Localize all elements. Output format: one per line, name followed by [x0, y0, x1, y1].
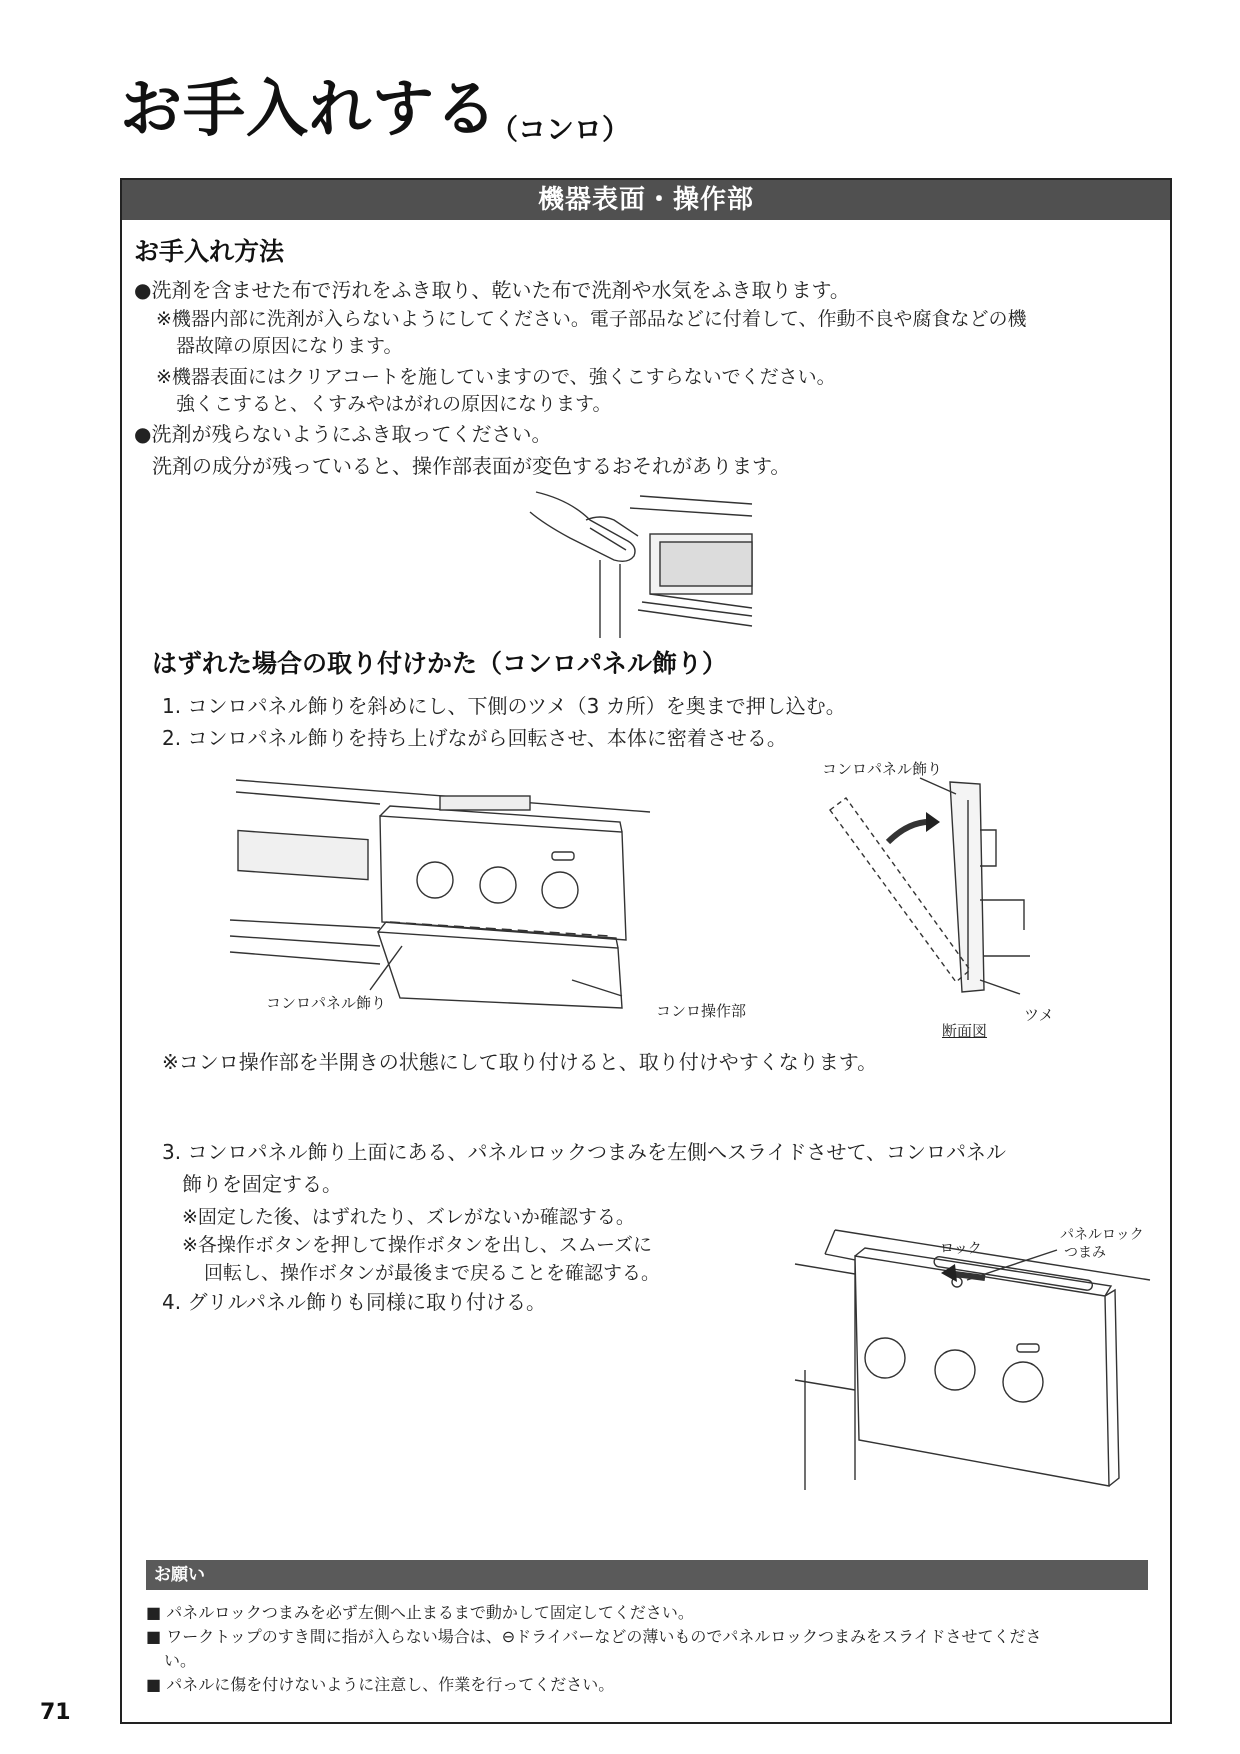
page-number: 71 — [40, 1700, 71, 1725]
label-tab: ツメ — [1024, 1006, 1054, 1024]
care-bullet-1: ●洗剤を含ませた布で汚れをふき取り、乾いた布で洗剤や水気をふき取ります。 — [134, 278, 850, 302]
care-note-1-line-2: 器故障の原因になります。 — [176, 335, 403, 357]
attach-step-3-line-1: 3. コンロパネル飾り上面にある、パネルロックつまみを左側へスライドさせて、コンロパネル — [162, 1140, 1007, 1164]
label-lock: ロック — [940, 1241, 982, 1257]
label-panel-lock-knob-line-2: つまみ — [1064, 1245, 1106, 1261]
attach-step-3-note-2-line-1: ※各操作ボタンを押して操作ボタンを出し、スムーズに — [182, 1234, 653, 1256]
attach-step-4: 4. グリルパネル飾りも同様に取り付ける。 — [162, 1290, 547, 1314]
attach-step-2: 2. コンロパネル飾りを持ち上げながら回転させ、本体に密着させる。 — [162, 726, 787, 750]
care-bullet-2: ●洗剤が残らないようにふき取ってください。 — [134, 422, 552, 446]
label-cross-section: 断面図 — [942, 1022, 988, 1040]
cross-section-illustration — [830, 770, 1060, 1010]
care-heading: お手入れ方法 — [134, 237, 285, 266]
attach-step-3-note-1: ※固定した後、はずれたり、ズレがないか確認する。 — [182, 1206, 635, 1228]
attach-heading: はずれた場合の取り付けかた（コンロパネル飾り） — [152, 649, 728, 678]
request-item-1: ■ パネルロックつまみを必ず左側へ止まるまで動かして固定してください。 — [146, 1603, 694, 1622]
care-bullet-2-sub: 洗剤の成分が残っていると、操作部表面が変色するおそれがあります。 — [152, 454, 791, 478]
label-operation-part: コンロ操作部 — [656, 1002, 747, 1020]
request-item-2-line-2: い。 — [164, 1651, 197, 1670]
page-title: お手入れする — [120, 72, 499, 145]
request-heading-bar: お願い — [146, 1560, 1148, 1590]
panel-attach-illustration — [230, 770, 650, 1010]
label-panel-decoration-right: コンロパネル飾り — [822, 760, 943, 778]
attach-note-half-open: ※コンロ操作部を半開きの状態にして取り付けると、取り付けやすくなります。 — [162, 1050, 878, 1074]
attach-step-3-note-2-line-2: 回転し、操作ボタンが最後まで戻ることを確認する。 — [204, 1262, 661, 1284]
label-panel-decoration-left: コンロパネル飾り — [266, 994, 387, 1012]
request-item-3: ■ パネルに傷を付けないように注意し、作業を行ってください。 — [146, 1675, 615, 1694]
attach-step-3-line-2: 飾りを固定する。 — [182, 1172, 342, 1196]
attach-step-1: 1. コンロパネル飾りを斜めにし、下側のツメ（3 カ所）を奥まで押し込む。 — [162, 694, 846, 718]
label-panel-lock-knob-line-1: パネルロック — [1060, 1227, 1144, 1243]
request-item-2-line-1: ■ ワークトップのすき間に指が入らない場合は、⊖ドライバーなどの薄いものでパネルロックつまみをスライドさせてくださ — [146, 1627, 1042, 1646]
care-note-2-line-2: 強くこすると、くすみやはがれの原因になります。 — [176, 393, 612, 415]
care-note-2-line-1: ※機器表面にはクリアコートを施していますので、強くこすらないでください。 — [156, 366, 836, 388]
page-subtitle: （コンロ） — [490, 113, 631, 146]
care-note-1-line-1: ※機器内部に洗剤が入らないようにしてください。電子部品などに付着して、作動不良や腐食などの機 — [156, 308, 1027, 330]
section-title-bar: 機器表面・操作部 — [122, 180, 1170, 220]
wiping-illustration — [530, 490, 752, 638]
